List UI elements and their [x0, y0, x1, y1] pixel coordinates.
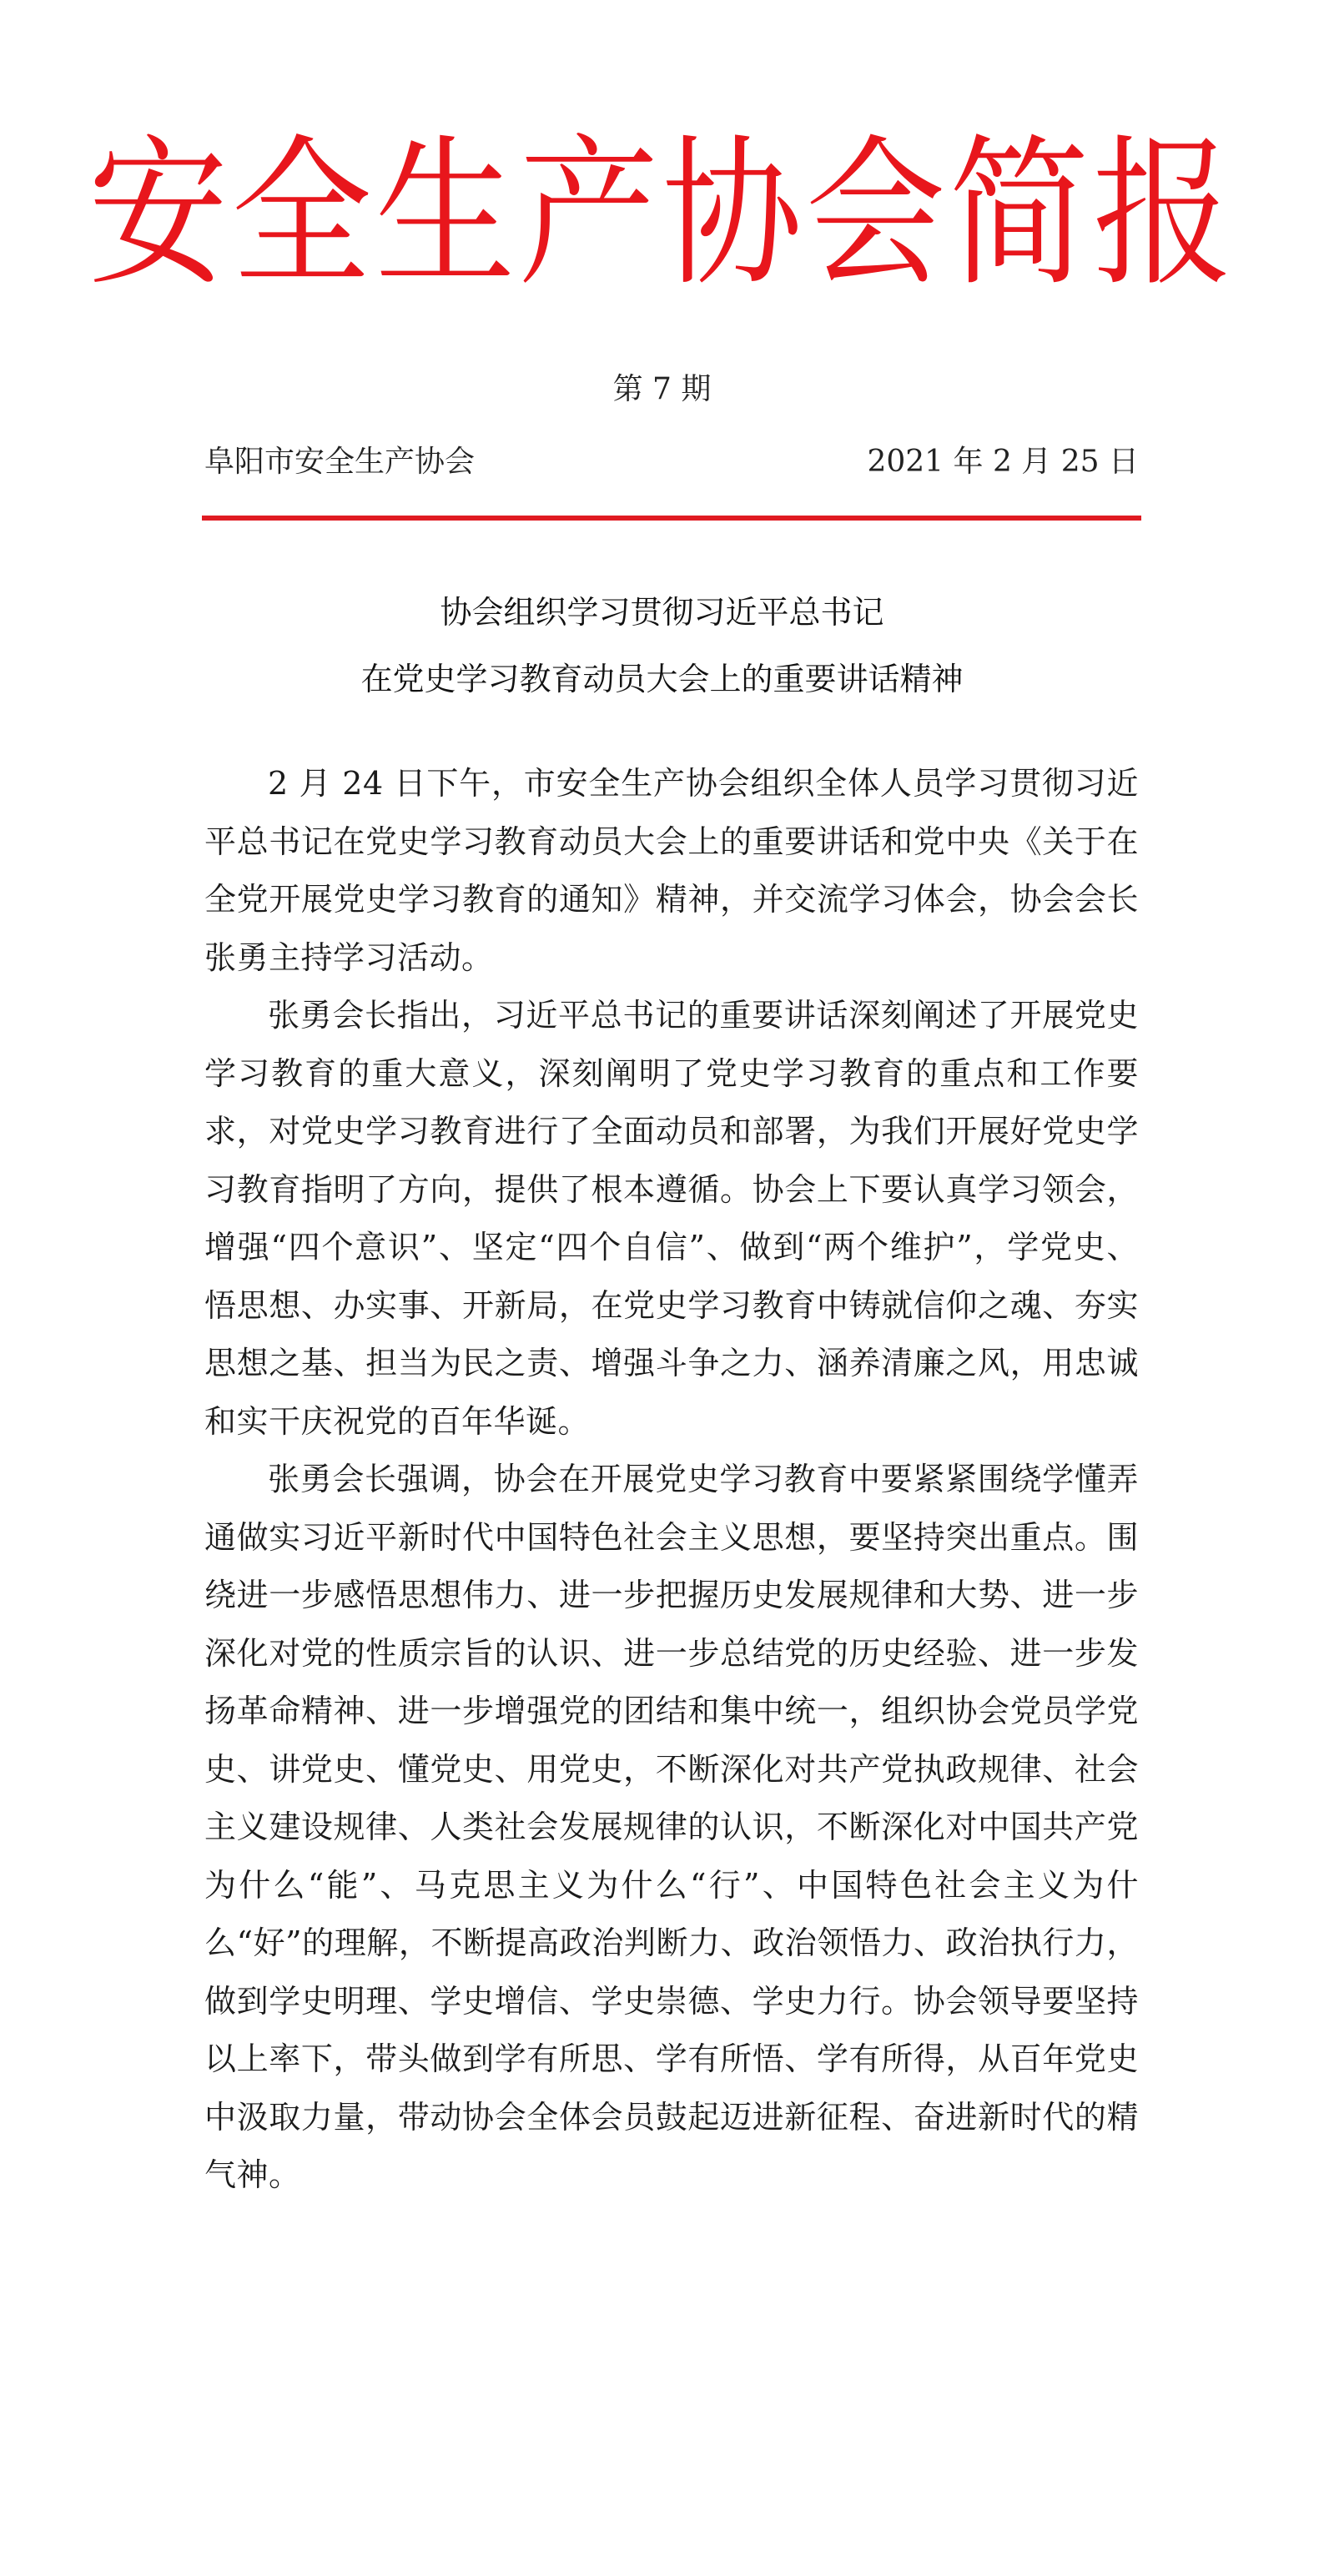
publish-date: 2021 年 2 月 25 日	[867, 445, 1139, 479]
issue-number: 第 7 期	[612, 372, 712, 406]
article-paragraph-2: 张勇会长指出，习近平总书记的重要讲话深刻阐述了开展党史学习教育的重大意义，深刻阐明了党史学习教育的重点和工作要求，对党史学习教育进行了全面动员和部署，为我们开展好党史学习教育指明了方向，提供了根本遵循。协会上下要认真学习领会，增强“四个意识”、坚定“四个自信”、做到“两个维护”，学党史、悟思想、办实事、开新局，在党史学习教育中铸就信仰之魂、夯实思想之基、担当为民之责、增强斗争之力、涵养清廉之风，用忠诚和实干庆祝党的百年华诞。	[204, 997, 1139, 1440]
article-title-line-1: 协会组织学习贯彻习近平总书记	[440, 594, 884, 631]
article-paragraph-1: 2 月 24 日下午，市安全生产协会组织全体人员学习贯彻习近平总书记在党史学习教育动员大会上的重要讲话和党中央《关于在全党开展党史学习教育的通知》精神，并交流学习体会，协会会长张勇主持学习活动。	[204, 765, 1139, 976]
article-title-line-2: 在党史学习教育动员大会上的重要讲话精神	[360, 661, 964, 697]
red-divider-line	[202, 516, 1141, 521]
masthead-title: 安全生产协会简报	[88, 119, 1236, 309]
article-paragraph-3: 张勇会长强调，协会在开展党史学习教育中要紧紧围绕学懂弄通做实习近平新时代中国特色社会主义思想，要坚持突出重点。围绕进一步感悟思想伟力、进一步把握历史发展规律和大势、进一步深化对党的性质宗旨的认识、进一步总结党的历史经验、进一步发扬革命精神、进一步增强党的团结和集中统一，组织协会党员学党史、讲党史、懂党史、用党史，不断深化对共产党执政规律、社会主义建设规律、人类社会发展规律的认识，不断深化对中国共产党为什么“能”、马克思主义为什么“行”、中国特色社会主义为什么“好”的理解，不断提高政治判断力、政治领悟力、政治执行力，做到学史明理、学史增信、学史崇德、学史力行。协会领导要坚持以上率下，带头做到学有所思、学有所悟、学有所得，从百年党史中汲取力量，带动协会全体会员鼓起迈进新征程、奋进新时代的精气神。	[204, 1461, 1139, 2193]
publisher-name: 阜阳市安全生产协会	[204, 445, 476, 479]
header-meta-row	[204, 440, 1139, 484]
article-body	[204, 755, 1139, 2205]
